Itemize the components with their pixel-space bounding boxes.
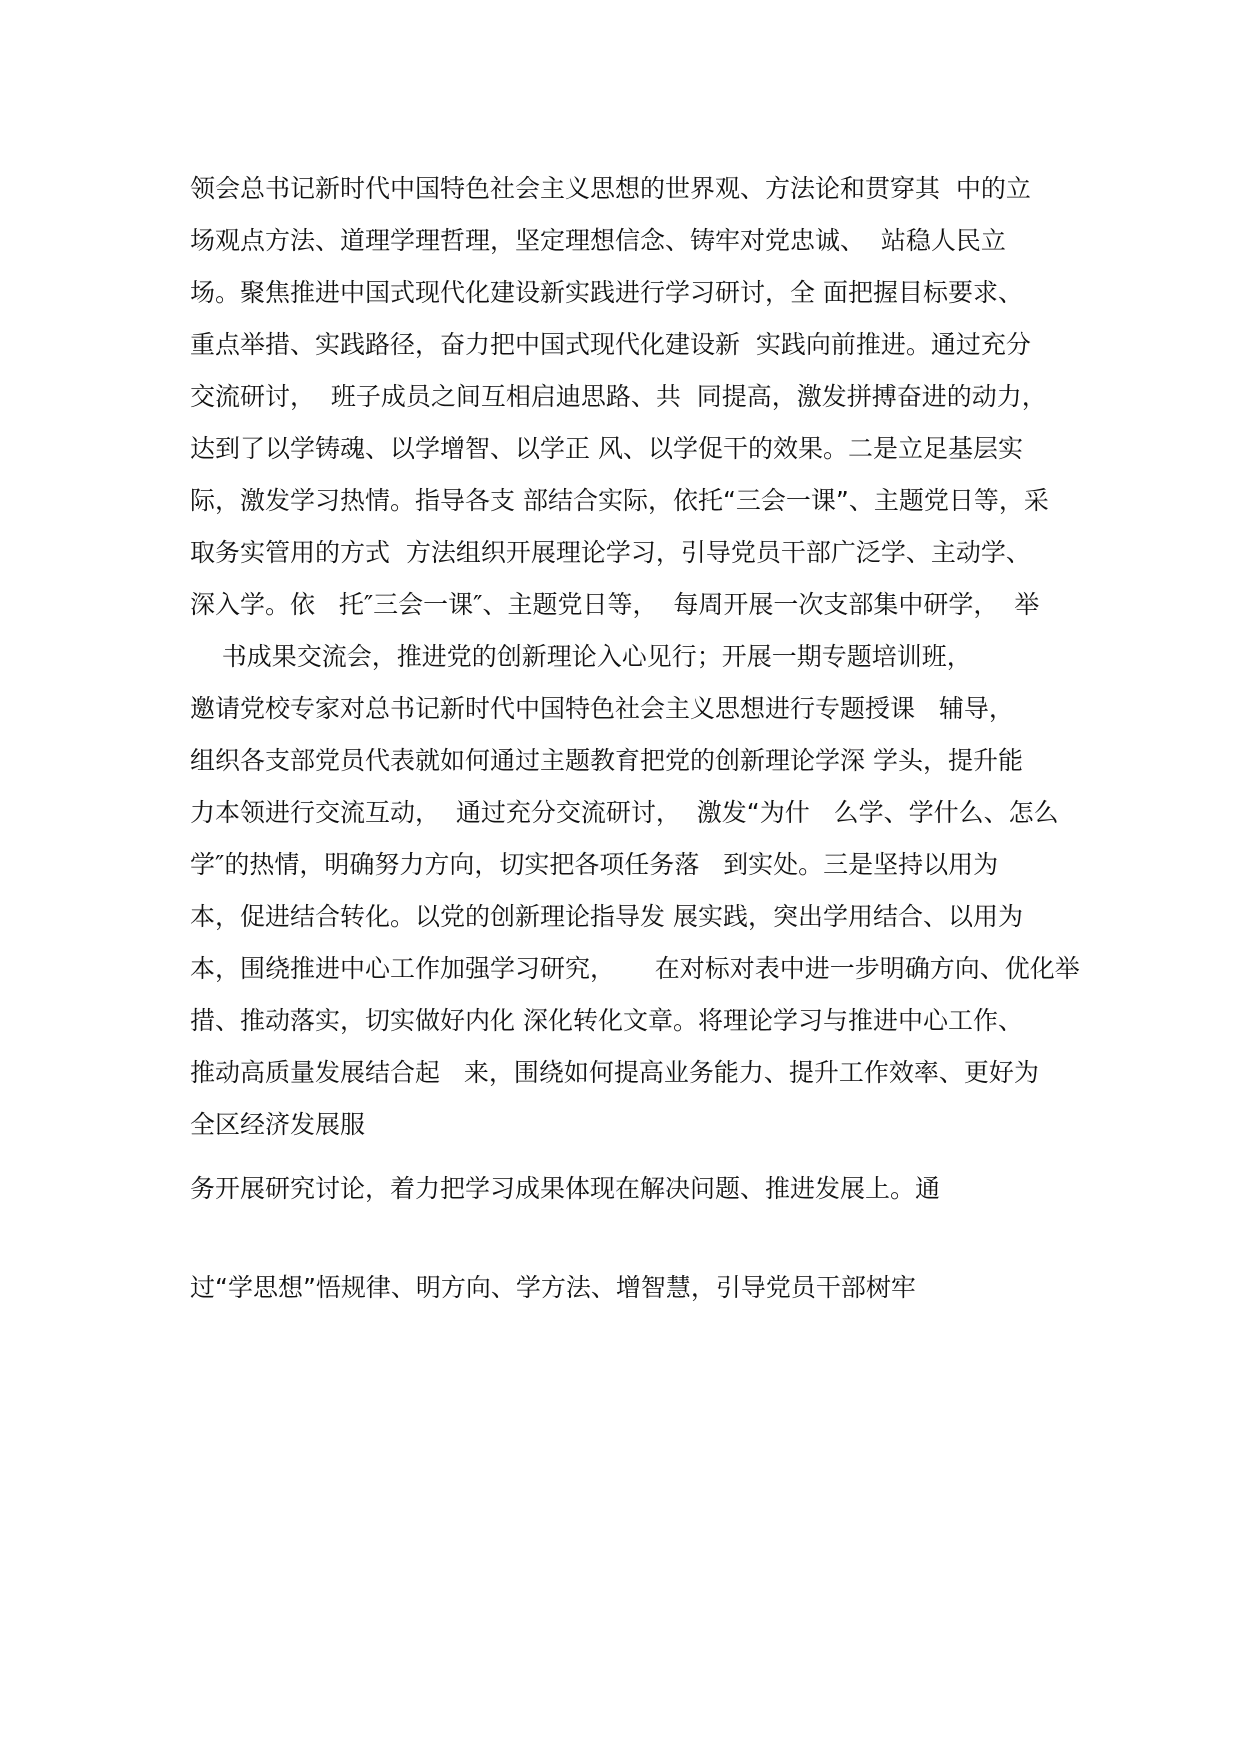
paragraph-line: 交流研讨， 班子成员之间互相启迪思路、共 同提高，激发拼搏奋进的动力， [190, 382, 1047, 411]
paragraph-line: 组织各支部党员代表就如何通过主题教育把党的创新理论学深 学头，提升能 [190, 746, 1023, 775]
paragraph-line: 全区经济发展服 [190, 1110, 366, 1139]
paragraph-line: 场观点方法、道理学理哲理，坚定理想信念、铸牢对党忠诚、 站稳人民立 [190, 226, 1006, 255]
paragraph-line: 力本领进行交流互动， 通过充分交流研讨， 激发“为什 么学、学什么、怎么 [190, 798, 1059, 827]
paragraph-line: 际，激发学习热情。指导各支 部结合实际，依托“三会一课”、主题党日等，采 [190, 486, 1049, 515]
paragraph-line: 邀请党校专家对总书记新时代中国特色社会主义思想进行专题授课 辅导， [190, 694, 1014, 723]
tail-line-1: 务开展研究讨论，着力把学习成果体现在解决问题、推进发展上。通 [190, 1174, 941, 1203]
paragraph-line: 推动高质量发展结合起 来，围绕如何提高业务能力、提升工作效率、更好为 [190, 1058, 1039, 1087]
paragraph-line: 达到了以学铸魂、以学增智、以学正 风、以学促干的效果。二是立足基层实 [190, 434, 1023, 463]
paragraph-line: 本，促进结合转化。以党的创新理论指导发 展实践，突出学用结合、以用为 [190, 902, 1023, 931]
paragraph-line: 领会总书记新时代中国特色社会主义思想的世界观、方法论和贯穿其 中的立 [190, 174, 1031, 203]
paragraph-line: 深入学。依 托″三会一课″、主题党日等， 每周开展一次支部集中研学， 举 [190, 590, 1040, 619]
paragraph-line: 本，围绕推进中心工作加强学习研究， 在对标对表中进一步明确方向、优化举 [190, 954, 1080, 983]
paragraph-line: 重点举措、实践路径，奋力把中国式现代化建设新 实践向前推进。通过充分 [190, 330, 1031, 359]
paragraph-line: 场。聚焦推进中国式现代化建设新实践进行学习研讨，全 面把握目标要求、 [190, 278, 1023, 307]
body-paragraph [190, 163, 1090, 1151]
tail-line-2: 过“学思想”悟规律、明方向、学方法、增智慧，引导党员干部树牢 [190, 1273, 916, 1302]
paragraph-line: 措、推动落实，切实做好内化 深化转化文章。将理论学习与推进中心工作、 [190, 1006, 1023, 1035]
paragraph-line: 取务实管用的方式 方法组织开展理论学习，引导党员干部广泛学、主动学、 [190, 538, 1031, 567]
paragraph-line: 学″的热情，明确努力方向，切实把各项任务落 到实处。三是坚持以用为 [190, 850, 999, 879]
paragraph-line: 书成果交流会，推进党的创新理论入心见行；开展一期专题培训班， [190, 642, 972, 671]
